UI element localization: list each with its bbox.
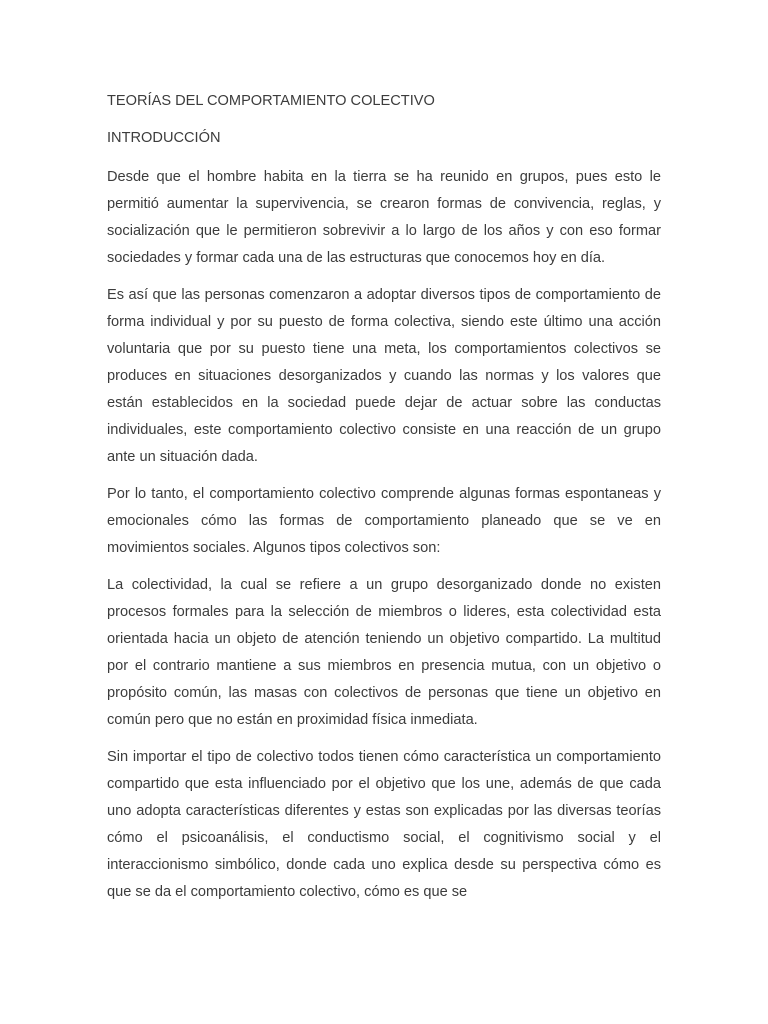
document-page [107,90,661,916]
paragraph: Desde que el hombre habita en la tierra se ha reunido en grupos, pues esto le permitió aumentar la supervivencia, se crearon formas de convivencia, reglas, y socialización que le permitieron sobrevivir a lo largo de los años y con eso formar sociedades y formar cada una de las estructuras que conocemos hoy en día. [107,169,661,266]
paragraph: La colectividad, la cual se refiere a un grupo desorganizado donde no existen procesos formales para la selección de miembros o lideres, esta colectividad esta orientada hacia un objeto de atención teniendo un objetivo compartido. La multitud por el contrario mantiene a sus miembros en presencia mutua, con un objetivo o propósito común, las masas con colectivos de personas que tiene un objetivo en común pero que no están en proximidad física inmediata. [107,577,661,728]
section-heading: INTRODUCCIÓN [107,130,221,146]
paragraph: Por lo tanto, el comportamiento colectivo comprende algunas formas espontaneas y emocionales cómo las formas de comportamiento planeado que se ve en movimientos sociales. Algunos tipos colectivos son: [107,486,661,556]
paragraph: Es así que las personas comenzaron a adoptar diversos tipos de comportamiento de forma individual y por su puesto de forma colectiva, siendo este último una acción voluntaria que por su puesto tiene una meta, los comportamientos colectivos se produces en situaciones desorganizados y cuando las normas y los valores que están establecidos en la sociedad puede dejar de actuar sobre las conductas individuales, este comportamiento colectivo consiste en una reacción de un grupo ante un situación dada. [107,287,661,465]
document-title: TEORÍAS DEL COMPORTAMIENTO COLECTIVO [107,93,435,109]
paragraph: Sin importar el tipo de colectivo todos tienen cómo característica un comportamiento compartido que esta influenciado por el objetivo que los une, además de que cada uno adopta características diferentes y estas son explicadas por las diversas teorías cómo el psicoanálisis, el conductismo social, el cognitivismo social y el interaccionismo simbólico, donde cada uno explica desde su perspectiva cómo es que se da el comportamiento colectivo, cómo es que se [107,749,661,900]
